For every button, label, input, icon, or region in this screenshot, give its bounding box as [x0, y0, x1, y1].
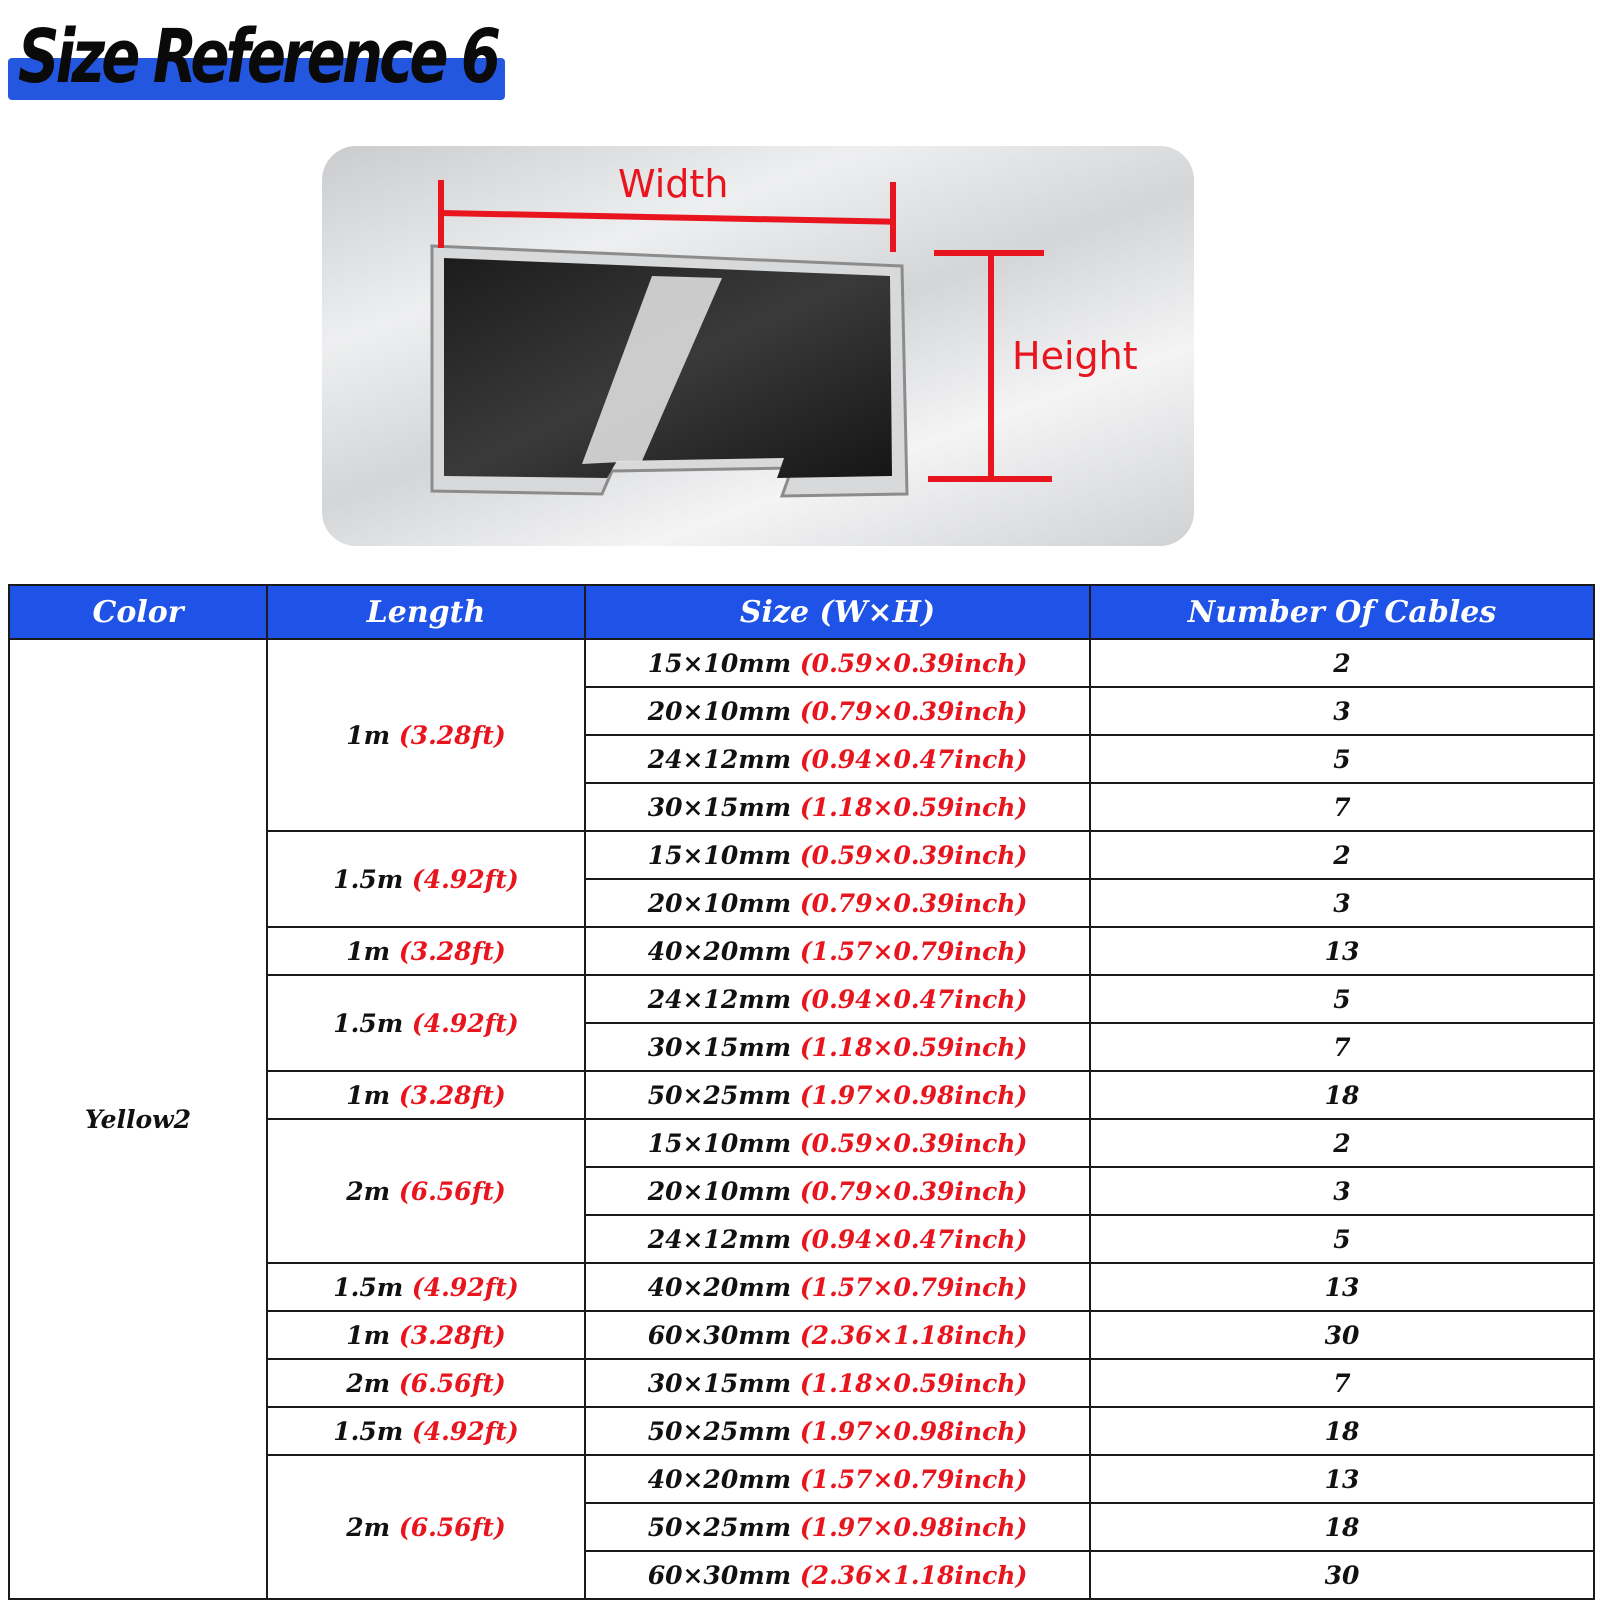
length-cell	[267, 831, 585, 927]
header-cables: Number Of Cables	[1090, 585, 1594, 639]
size-imperial: (1.57×0.79inch)	[799, 1272, 1028, 1302]
size-metric: 24×12mm	[647, 984, 792, 1014]
table-row	[9, 639, 1594, 687]
cables-cell: 13	[1090, 1455, 1594, 1503]
size-cell	[585, 1311, 1090, 1359]
cables-cell: 2	[1090, 831, 1594, 879]
length-cell	[267, 1071, 585, 1119]
size-imperial: (1.97×0.98inch)	[799, 1080, 1028, 1110]
size-cell	[585, 1071, 1090, 1119]
cables-cell: 30	[1090, 1311, 1594, 1359]
length-cell	[267, 1311, 585, 1359]
size-imperial: (1.57×0.79inch)	[799, 936, 1028, 966]
cables-cell: 5	[1090, 735, 1594, 783]
length-imperial: (3.28ft)	[398, 936, 506, 966]
length-imperial: (6.56ft)	[398, 1368, 506, 1398]
length-value: 1m	[346, 720, 391, 750]
length-cell	[267, 975, 585, 1071]
size-cell	[585, 639, 1090, 687]
length-value: 2m	[346, 1176, 391, 1206]
length-value: 1.5m	[333, 864, 404, 894]
length-value: 1m	[346, 936, 391, 966]
size-imperial: (0.79×0.39inch)	[799, 888, 1028, 918]
length-imperial: (6.56ft)	[398, 1176, 506, 1206]
length-imperial: (6.56ft)	[398, 1512, 506, 1542]
height-line	[988, 252, 994, 480]
size-cell	[585, 687, 1090, 735]
size-imperial: (2.36×1.18inch)	[799, 1560, 1028, 1590]
size-imperial: (1.97×0.98inch)	[799, 1416, 1028, 1446]
size-table	[8, 584, 1595, 1600]
cables-cell: 7	[1090, 783, 1594, 831]
cables-cell: 13	[1090, 1263, 1594, 1311]
size-imperial: (1.18×0.59inch)	[799, 1368, 1028, 1398]
size-cell	[585, 1119, 1090, 1167]
size-metric: 40×20mm	[647, 936, 792, 966]
size-metric: 20×10mm	[647, 1176, 792, 1206]
size-metric: 20×10mm	[647, 696, 792, 726]
length-value: 1.5m	[333, 1008, 404, 1038]
height-label: Height	[1012, 334, 1138, 378]
length-value: 1m	[346, 1320, 391, 1350]
cables-cell: 2	[1090, 1119, 1594, 1167]
size-metric: 40×20mm	[647, 1272, 792, 1302]
length-value: 2m	[346, 1368, 391, 1398]
size-imperial: (1.18×0.59inch)	[799, 1032, 1028, 1062]
size-imperial: (1.18×0.59inch)	[799, 792, 1028, 822]
product-illustration	[322, 146, 1194, 546]
cables-cell: 7	[1090, 1023, 1594, 1071]
cables-cell: 3	[1090, 879, 1594, 927]
size-imperial: (1.97×0.98inch)	[799, 1512, 1028, 1542]
size-imperial: (0.59×0.39inch)	[799, 1128, 1028, 1158]
header-color: Color	[9, 585, 267, 639]
size-cell	[585, 1167, 1090, 1215]
size-imperial: (0.79×0.39inch)	[799, 1176, 1028, 1206]
table-header-row	[9, 585, 1594, 639]
size-metric: 30×15mm	[647, 1368, 792, 1398]
length-cell	[267, 927, 585, 975]
cables-cell: 13	[1090, 927, 1594, 975]
length-imperial: (3.28ft)	[398, 720, 506, 750]
size-imperial: (0.94×0.47inch)	[799, 984, 1028, 1014]
cables-cell: 18	[1090, 1407, 1594, 1455]
size-metric: 50×25mm	[647, 1416, 792, 1446]
header-size: Size (W×H)	[585, 585, 1090, 639]
size-metric: 24×12mm	[647, 744, 792, 774]
cables-cell: 5	[1090, 1215, 1594, 1263]
size-metric: 30×15mm	[647, 1032, 792, 1062]
length-imperial: (3.28ft)	[398, 1080, 506, 1110]
color-cell: Yellow2	[9, 639, 267, 1599]
length-imperial: (4.92ft)	[411, 1008, 519, 1038]
size-metric: 60×30mm	[647, 1320, 792, 1350]
size-cell	[585, 1215, 1090, 1263]
size-cell	[585, 879, 1090, 927]
length-imperial: (4.92ft)	[411, 1416, 519, 1446]
size-imperial: (0.79×0.39inch)	[799, 696, 1028, 726]
size-imperial: (0.59×0.39inch)	[799, 840, 1028, 870]
width-marker-right	[890, 182, 896, 252]
length-imperial: (4.92ft)	[411, 864, 519, 894]
length-value: 2m	[346, 1512, 391, 1542]
size-cell	[585, 1407, 1090, 1455]
page-title	[8, 14, 508, 100]
size-metric: 15×10mm	[647, 840, 792, 870]
size-cell	[585, 783, 1090, 831]
length-cell	[267, 1455, 585, 1599]
header-length: Length	[267, 585, 585, 639]
size-cell	[585, 1359, 1090, 1407]
size-imperial: (1.57×0.79inch)	[799, 1464, 1028, 1494]
size-metric: 60×30mm	[647, 1560, 792, 1590]
length-cell	[267, 1359, 585, 1407]
length-value: 1m	[346, 1080, 391, 1110]
cables-cell: 2	[1090, 639, 1594, 687]
size-cell	[585, 1551, 1090, 1599]
width-label: Width	[618, 162, 729, 206]
size-imperial: (0.94×0.47inch)	[799, 744, 1028, 774]
length-cell	[267, 639, 585, 831]
cables-cell: 3	[1090, 1167, 1594, 1215]
cables-cell: 3	[1090, 687, 1594, 735]
table-body	[9, 639, 1594, 1599]
size-metric: 15×10mm	[647, 648, 792, 678]
cables-cell: 18	[1090, 1071, 1594, 1119]
size-metric: 50×25mm	[647, 1512, 792, 1542]
title-text: Size Reference 6	[18, 14, 498, 100]
length-cell	[267, 1119, 585, 1263]
length-value: 1.5m	[333, 1416, 404, 1446]
cables-cell: 7	[1090, 1359, 1594, 1407]
size-imperial: (0.59×0.39inch)	[799, 648, 1028, 678]
size-metric: 15×10mm	[647, 1128, 792, 1158]
size-cell	[585, 735, 1090, 783]
length-value: 1.5m	[333, 1272, 404, 1302]
size-metric: 30×15mm	[647, 792, 792, 822]
size-metric: 24×12mm	[647, 1224, 792, 1254]
size-metric: 50×25mm	[647, 1080, 792, 1110]
size-cell	[585, 1455, 1090, 1503]
size-cell	[585, 1503, 1090, 1551]
cables-cell: 18	[1090, 1503, 1594, 1551]
size-cell	[585, 1263, 1090, 1311]
cables-cell: 5	[1090, 975, 1594, 1023]
length-cell	[267, 1263, 585, 1311]
size-cell	[585, 927, 1090, 975]
size-cell	[585, 831, 1090, 879]
length-imperial: (4.92ft)	[411, 1272, 519, 1302]
size-metric: 20×10mm	[647, 888, 792, 918]
size-metric: 40×20mm	[647, 1464, 792, 1494]
cables-cell: 30	[1090, 1551, 1594, 1599]
size-cell	[585, 975, 1090, 1023]
size-imperial: (2.36×1.18inch)	[799, 1320, 1028, 1350]
length-imperial: (3.28ft)	[398, 1320, 506, 1350]
length-cell	[267, 1407, 585, 1455]
size-imperial: (0.94×0.47inch)	[799, 1224, 1028, 1254]
size-cell	[585, 1023, 1090, 1071]
